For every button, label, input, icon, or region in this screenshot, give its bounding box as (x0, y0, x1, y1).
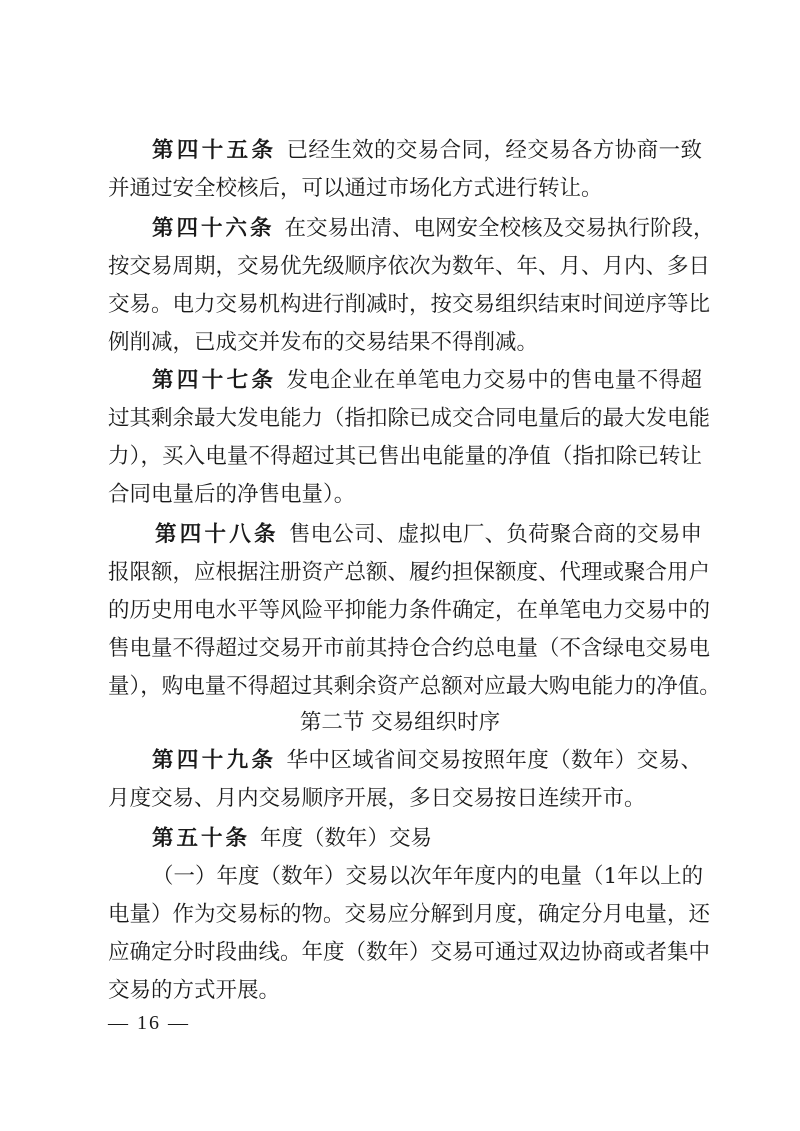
article-49-line-1 (152, 742, 702, 780)
article-49-line-2: 月度交易、月内交易顺序开展，多日交易按日连续开市。 (108, 786, 646, 811)
article-48-text: 售电公司、虚拟电厂、负荷聚合商的交易申 (288, 522, 702, 547)
article-47-label: 第四十七条 (152, 368, 277, 393)
article-47-text: 发电企业在单笔电力交易中的售电量不得超 (286, 368, 702, 393)
article-48-label: 第四十八条 (155, 522, 279, 547)
article-45-line-1 (152, 132, 702, 170)
article-46-line-1 (152, 210, 715, 248)
article-50-text: 年度（数年）交易 (260, 826, 433, 851)
clause-1-line-2: 电量）作为交易标的物。交易应分解到月度，确定分月电量，还 (108, 902, 711, 927)
clause-1-line-3: 应确定分时段曲线。年度（数年）交易可通过双边协商或者集中 (108, 940, 711, 965)
section-heading: 第二节 交易组织时序 (299, 710, 501, 735)
article-45-label: 第四十五条 (152, 138, 277, 163)
clause-1-line-4: 交易的方式开展。 (108, 978, 281, 1003)
article-45-text: 已经生效的交易合同，经交易各方协商一致 (286, 138, 702, 163)
clause-1-line-1: （一）年度（数年）交易以次年年度内的电量（1年以上的 (152, 864, 704, 889)
article-48-line-3: 的历史用电水平等风险平抑能力条件确定，在单笔电力交易中的 (108, 598, 711, 623)
article-46-line-4: 例削减，已成交并发布的交易结果不得削减。 (108, 330, 539, 355)
article-48-line-2: 报限额，应根据注册资产总额、履约担保额度、代理或聚合用户 (108, 560, 711, 585)
article-46-line-2: 按交易周期，交易优先级顺序依次为数年、年、月、月内、多日 (108, 254, 711, 279)
article-48-line-1 (155, 516, 702, 554)
article-46-label: 第四十六条 (152, 216, 275, 241)
page-number: — 16 — (108, 1012, 190, 1034)
article-47-line-4: 合同电量后的净售电量）。 (108, 482, 356, 507)
article-49-text: 华中区域省间交易按照年度（数年）交易、 (286, 748, 702, 773)
article-46-text: 在交易出清、电网安全校核及交易执行阶段， (284, 216, 715, 241)
article-50-label: 第五十条 (152, 826, 251, 851)
article-49-label: 第四十九条 (152, 748, 277, 773)
article-47-line-3: 力），买入电量不得超过其已售出电能量的净值（指扣除已转让 (108, 444, 702, 469)
article-50-line-1 (152, 820, 702, 858)
article-46-line-3: 交易。电力交易机构进行削减时，按交易组织结束时间逆序等比 (108, 292, 711, 317)
article-45-line-2: 并通过安全校核后，可以通过市场化方式进行转让。 (108, 176, 603, 201)
article-48-line-5: 量），购电量不得超过其剩余资产总额对应最大购电能力的净值。 (108, 674, 721, 699)
article-47-line-2: 过其剩余最大发电能力（指扣除已成交合同电量后的最大发电能 (108, 406, 711, 431)
article-47-line-1 (152, 362, 702, 400)
article-48-line-4: 售电量不得超过交易开市前其持仓合约总电量（不含绿电交易电 (108, 636, 711, 661)
